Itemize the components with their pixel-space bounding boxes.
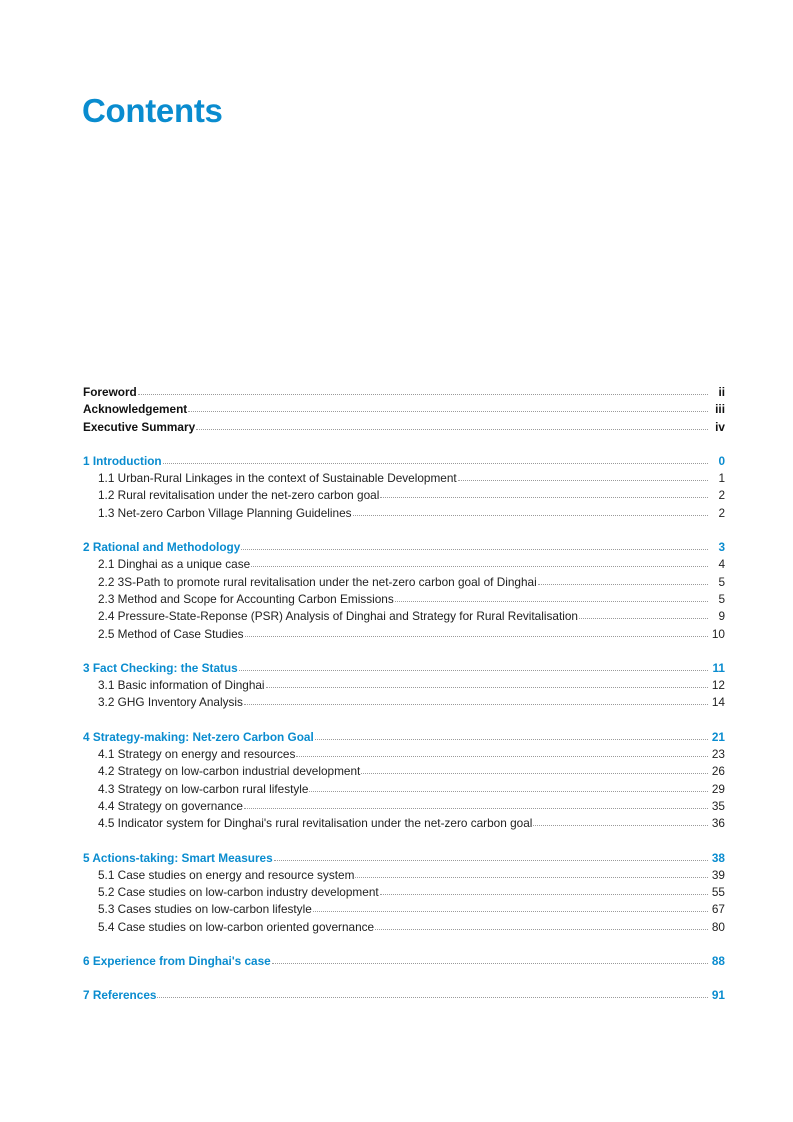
dot-leader [355,876,708,878]
toc-chapter-label: 7 References [83,988,157,1003]
toc-section-page: 14 [711,695,725,710]
toc-chapter-7[interactable] [83,987,725,1004]
toc-section-label: 1.3 Net-zero Carbon Village Planning Guidelines [98,505,352,520]
dot-leader [353,514,708,516]
dot-leader [579,617,708,619]
toc-section-page: 2 [718,505,725,520]
spacer [83,643,725,660]
toc-section-5-2[interactable] [83,884,725,901]
toc-chapter-page: 21 [711,729,725,744]
dot-leader [296,755,708,757]
toc-section-label: 5.1 Case studies on energy and resource system [98,867,355,882]
toc-section-4-2[interactable] [83,763,725,780]
toc-section-5-1[interactable] [83,867,725,884]
toc-section-label: 4.5 Indicator system for Dinghai's rural revitalisation under the net-zero carbon goal [98,816,533,831]
toc-section-page: 80 [711,919,725,934]
toc-section-4-1[interactable] [83,746,725,763]
dot-leader [458,479,708,481]
toc-entry-page: iv [715,419,725,434]
toc-section-label: 4.4 Strategy on governance [98,798,243,813]
toc-section-4-4[interactable] [83,798,725,815]
dot-leader [251,565,708,567]
toc-section-2-4[interactable] [83,608,725,625]
toc-chapter-2[interactable] [83,539,725,556]
toc-section-page: 12 [711,678,725,693]
toc-section-4-3[interactable] [83,781,725,798]
toc-section-2-1[interactable] [83,556,725,573]
toc-section-3-1[interactable] [83,677,725,694]
toc-section-page: 4 [718,557,725,572]
toc-section-label: 5.2 Case studies on low-carbon industry development [98,885,379,900]
toc-section-label: 2.2 3S-Path to promote rural revitalisation under the net-zero carbon goal of Dinghai [98,574,537,589]
dot-leader [309,790,708,792]
toc-entry-label: Executive Summary [83,419,196,434]
dot-leader [274,859,708,861]
dot-leader [266,686,708,688]
spacer [83,936,725,953]
dot-leader [375,928,708,930]
toc-section-page: 5 [718,591,725,606]
toc-chapter-4[interactable] [83,729,725,746]
toc-section-page: 26 [711,764,725,779]
dot-leader [157,996,708,998]
toc-entry-label: Foreword [83,385,137,399]
spacer [83,833,725,850]
toc-entry-foreword[interactable] [83,384,725,401]
toc-section-label: 4.1 Strategy on energy and resources [98,747,296,762]
toc-section-label: 3.1 Basic information of Dinghai [98,678,265,693]
dot-leader [196,428,708,430]
toc-section-page: 55 [711,885,725,900]
dot-leader [241,548,708,550]
toc-chapter-3[interactable] [83,660,725,677]
toc-chapter-label: 5 Actions-taking: Smart Measures [83,850,273,865]
dot-leader [163,462,708,464]
toc-section-page: 5 [718,574,725,589]
toc-chapter-page: 11 [712,660,725,675]
toc-chapter-page: 91 [711,988,725,1003]
toc-section-2-2[interactable] [83,574,725,591]
toc-section-label: 1.2 Rural revitalisation under the net-zero carbon goal [98,488,380,503]
toc-chapter-page: 3 [718,540,725,555]
toc-section-page: 35 [711,798,725,813]
spacer [83,522,725,539]
toc-section-page: 10 [711,626,725,641]
toc-chapter-label: 3 Fact Checking: the Status [83,660,238,675]
toc-chapter-1[interactable] [83,453,725,470]
toc-section-1-2[interactable] [83,487,725,504]
toc-chapter-label: 1 Introduction [83,453,162,468]
toc-section-page: 29 [711,781,725,796]
toc-section-2-5[interactable] [83,626,725,643]
toc-chapter-page: 0 [718,453,725,468]
toc-section-1-1[interactable] [83,470,725,487]
page-title: Contents [82,92,223,129]
dot-leader [538,583,708,585]
toc-chapter-label: 6 Experience from Dinghai's case [83,954,271,969]
dot-leader [245,635,708,637]
toc-section-3-2[interactable] [83,694,725,711]
dot-leader [533,824,708,826]
dot-leader [380,893,708,895]
toc-section-page: 36 [711,816,725,831]
toc-section-page: 1 [718,471,725,486]
toc-section-label: 2.4 Pressure-State-Reponse (PSR) Analysis of Dinghai and Strategy for Rural Revitalisation [98,609,578,624]
toc-section-page: 67 [711,902,725,917]
dot-leader [138,393,708,395]
toc-section-label: 5.3 Cases studies on low-carbon lifestyle [98,902,312,917]
toc-entry-acknowledgement[interactable] [83,401,725,418]
toc-entry-label: Acknowledgement [83,402,188,417]
toc-section-2-3[interactable] [83,591,725,608]
spacer [83,970,725,987]
toc-chapter-6[interactable] [83,953,725,970]
toc-entry-page: iii [715,402,725,417]
dot-leader [188,410,708,412]
spacer [83,436,725,453]
toc-section-page: 23 [711,747,725,762]
toc-chapter-page: 38 [711,850,725,865]
dot-leader [380,496,708,498]
toc-section-page: 2 [718,488,725,503]
toc-section-label: 5.4 Case studies on low-carbon oriented governance [98,919,375,934]
dot-leader [315,738,708,740]
toc-section-label: 2.5 Method of Case Studies [98,626,244,641]
toc-section-label: 3.2 GHG Inventory Analysis [98,695,243,710]
dot-leader [239,669,708,671]
toc-section-label: 2.1 Dinghai as a unique case [98,557,251,572]
dot-leader [395,600,708,602]
toc-section-page: 9 [718,609,725,624]
toc-entry-executive-summary[interactable] [83,419,725,436]
toc-chapter-label: 2 Rational and Methodology [83,540,241,555]
toc-section-label: 2.3 Method and Scope for Accounting Carbon Emissions [98,591,394,606]
spacer [83,712,725,729]
dot-leader [272,962,708,964]
toc-entry-page: ii [718,385,725,399]
toc-section-1-3[interactable] [83,505,725,522]
toc-section-label: 4.2 Strategy on low-carbon industrial development [98,764,361,779]
toc-chapter-label: 4 Strategy-making: Net-zero Carbon Goal [83,729,314,744]
table-of-contents [83,384,725,1005]
toc-section-5-4[interactable] [83,919,725,936]
toc-section-5-3[interactable] [83,901,725,918]
dot-leader [313,910,708,912]
dot-leader [361,772,708,774]
toc-chapter-page: 88 [711,954,725,969]
toc-chapter-5[interactable] [83,850,725,867]
toc-section-4-5[interactable] [83,815,725,832]
toc-section-page: 39 [711,867,725,882]
dot-leader [244,703,708,705]
toc-section-label: 4.3 Strategy on low-carbon rural lifestyle [98,781,309,796]
dot-leader [244,807,708,809]
toc-section-label: 1.1 Urban-Rural Linkages in the context of Sustainable Development [98,471,457,486]
